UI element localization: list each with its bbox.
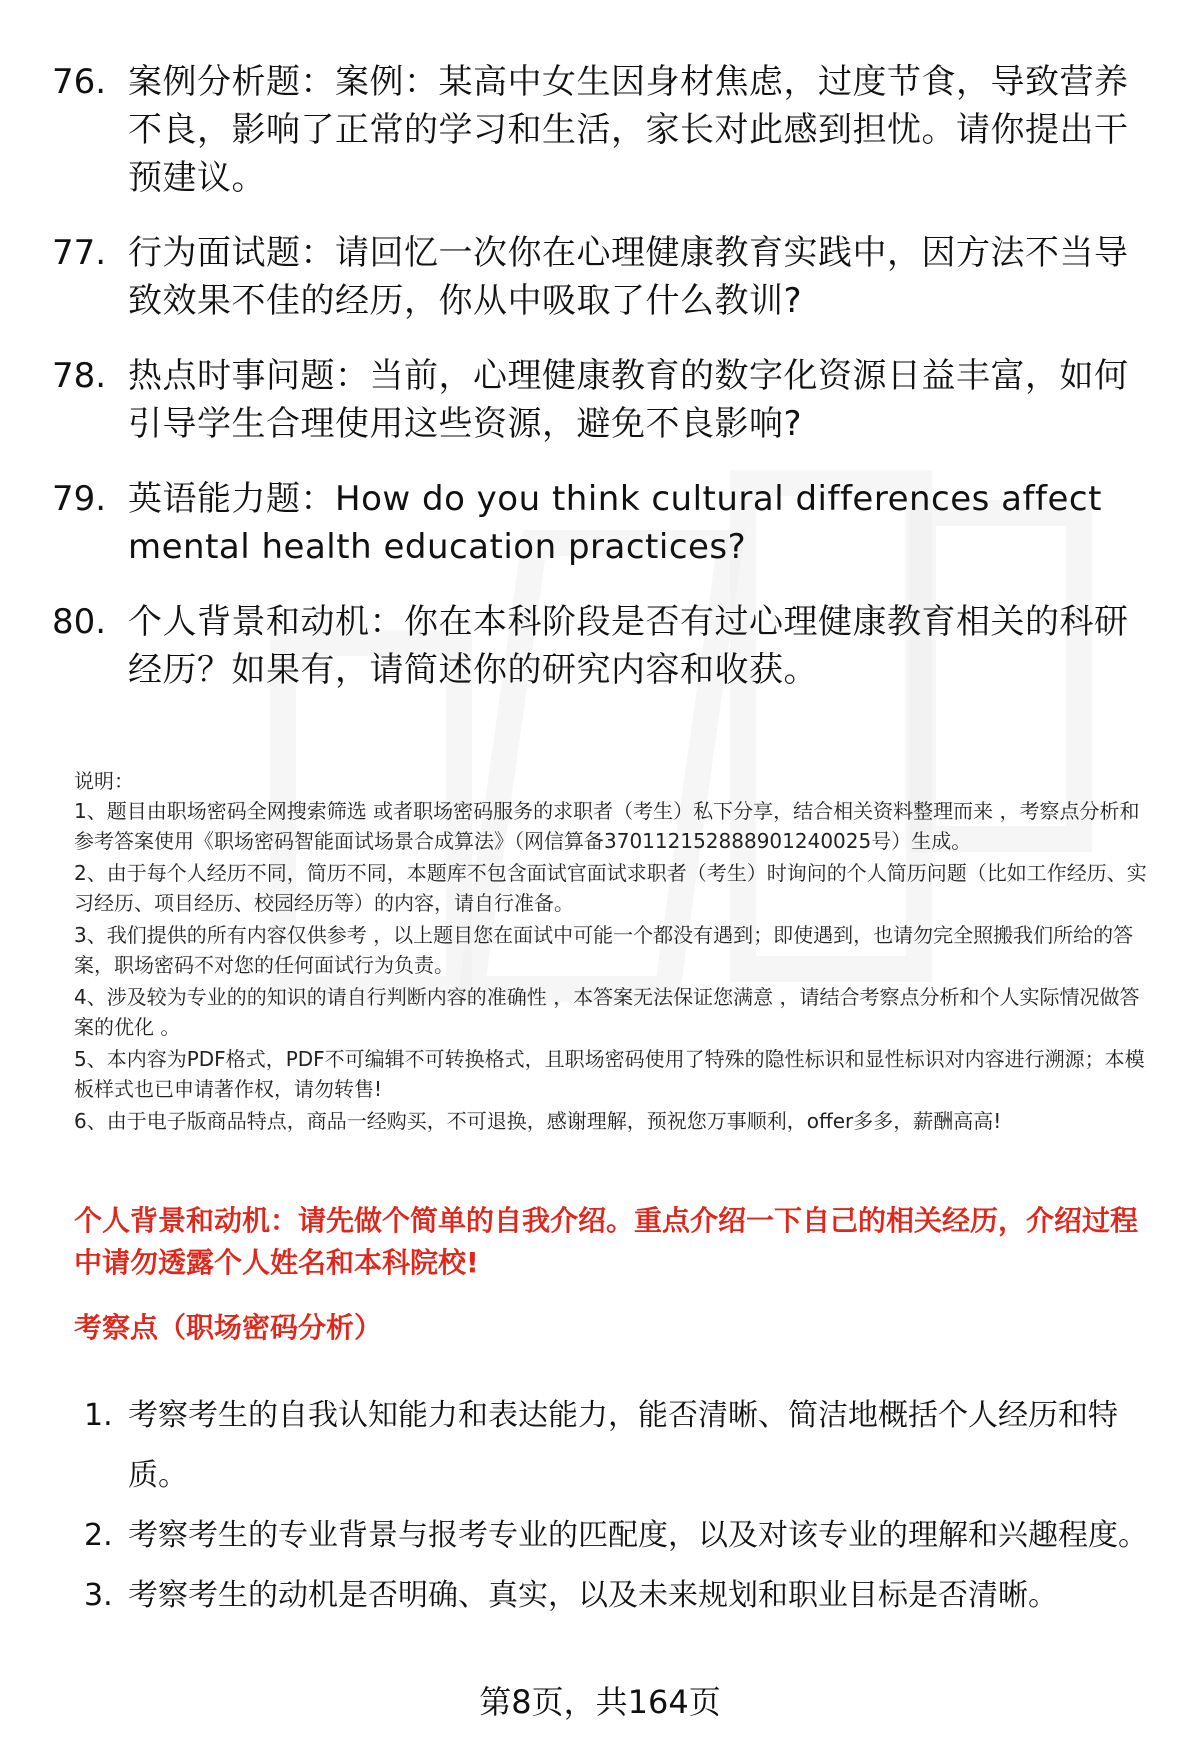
question-item	[52, 598, 1152, 694]
point-text: 考察考生的动机是否明确、真实，以及未来规划和职业目标是否清晰。	[128, 1578, 1058, 1613]
question-item	[52, 352, 1152, 448]
question-text: 案例分析题：案例：某高中女生因身材焦虑，过度节食，导致营养不良，影响了正常的学习和生活，家长对此感到担忧。请你提出干预建议。	[128, 62, 1129, 198]
question-number: 80.	[52, 602, 107, 642]
analysis-point	[84, 1386, 1154, 1506]
section-subtitle: 考察点（职场密码分析）	[74, 1311, 383, 1344]
point-text: 考察考生的专业背景与报考专业的匹配度，以及对该专业的理解和兴趣程度。	[128, 1518, 1148, 1553]
point-number: 3.	[84, 1578, 113, 1613]
note-item: 6、由于电子版商品特点，商品一经购买，不可退换，感谢理解，预祝您万事顺利，offer多多，薪酬高高!	[74, 1109, 1002, 1133]
question-number: 76.	[52, 62, 107, 102]
question-text: 英语能力题：How do you think cultural differences affect mental health education practices?	[128, 479, 1102, 567]
question-item	[52, 475, 1152, 571]
page-footer: 第8页，共164页	[479, 1683, 721, 1721]
question-list	[52, 58, 1152, 721]
question-item	[52, 58, 1152, 202]
analysis-point	[84, 1566, 1154, 1626]
analysis-point	[84, 1506, 1154, 1566]
question-number: 79.	[52, 479, 107, 519]
question-text: 个人背景和动机：你在本科阶段是否有过心理健康教育相关的科研经历？如果有，请简述你的研究内容和收获。	[128, 602, 1129, 690]
question-number: 77.	[52, 233, 107, 273]
point-number: 1.	[84, 1398, 113, 1433]
notes-section	[74, 766, 1154, 1138]
note-item: 5、本内容为PDF格式，PDF不可编辑不可转换格式，且职场密码使用了特殊的隐性标识和显性标识对内容进行溯源；本模板样式也已申请著作权，请勿转售!	[74, 1047, 1145, 1101]
notes-title: 说明：	[74, 769, 134, 793]
analysis-points	[84, 1386, 1154, 1626]
note-item: 4、涉及较为专业的的知识的请自行判断内容的准确性 ，本答案无法保证您满意 ，请结合考察点分析和个人实际情况做答案的优化 。	[74, 985, 1140, 1039]
section-title: 个人背景和动机：请先做个简单的自我介绍。重点介绍一下自己的相关经历，介绍过程中请勿透露个人姓名和本科院校!	[74, 1204, 1139, 1279]
point-text: 考察考生的自我认知能力和表达能力，能否清晰、简洁地概括个人经历和特质。	[128, 1398, 1118, 1493]
point-number: 2.	[84, 1518, 113, 1553]
note-item: 2、由于每个人经历不同，简历不同，本题库不包含面试官面试求职者（考生）时询问的个人简历问题（比如工作经历、实习经历、项目经历、校园经历等）的内容，请自行准备。	[74, 861, 1147, 915]
question-text: 热点时事问题：当前，心理健康教育的数字化资源日益丰富，如何引导学生合理使用这些资源，避免不良影响?	[128, 356, 1129, 444]
question-text: 行为面试题：请回忆一次你在心理健康教育实践中，因方法不当导致效果不佳的经历，你从中吸取了什么教训?	[128, 233, 1129, 321]
note-item: 3、我们提供的所有内容仅供参考 ，以上题目您在面试中可能一个都没有遇到；即使遇到，也请勿完全照搬我们所给的答案，职场密码不对您的任何面试行为负责。	[74, 923, 1134, 977]
question-number: 78.	[52, 356, 107, 396]
question-item	[52, 229, 1152, 325]
note-item: 1、题目由职场密码全网搜索筛选 或者职场密码服务的求职者（考生）私下分享，结合相关资料整理而来 ，考察点分析和参考答案使用《职场密码智能面试场景合成算法》（网信算备370112152888901240025号）生成。	[74, 799, 1140, 853]
